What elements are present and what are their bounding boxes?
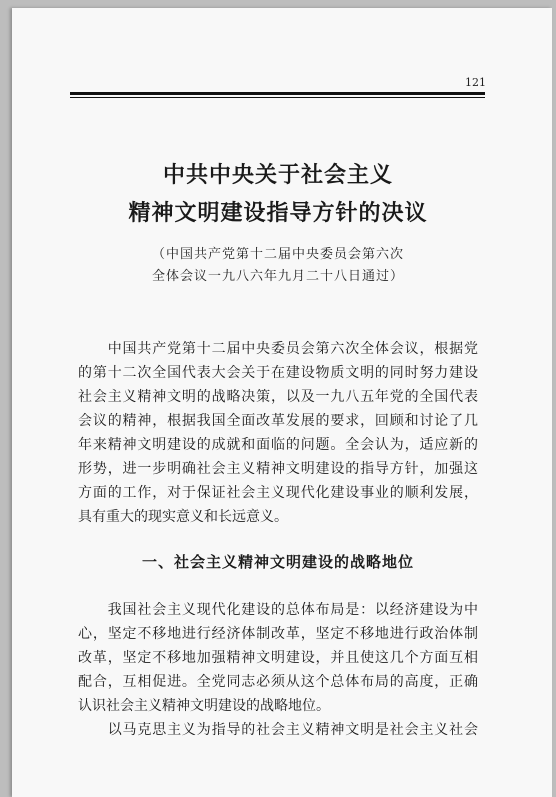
paragraph-line: 以马克思主义为指导的社会主义精神文明是社会主义社会 — [78, 722, 478, 738]
paragraph-line: 会议的精神，根据我国全面改革发展的要求，回顾和讨论了几 — [78, 413, 478, 429]
document-subtitle-line2: 全体会议一九八六年九月二十八日通过） — [151, 269, 404, 284]
paragraph-line: 我国社会主义现代化建设的总体布局是：以经济建设为中 — [78, 602, 478, 618]
paragraph-line: 具有重大的现实意义和长远意义。 — [78, 509, 288, 525]
document-subtitle-line1: （中国共产党第十二届中央委员会第六次 — [151, 247, 404, 262]
document-title-line2: 精神文明建设指导方针的决议 — [128, 201, 428, 226]
header-rule-thick — [70, 92, 485, 95]
section-heading: 一、社会主义精神文明建设的战略地位 — [141, 553, 414, 571]
document-title-line1: 中共中央关于社会主义 — [162, 163, 393, 188]
paragraph-line: 社会主义精神文明的战略决策，以及一九八五年党的全国代表 — [78, 389, 478, 405]
paragraph-line: 年来精神文明建设的成就和面临的问题。全会认为，适应新的 — [78, 437, 478, 453]
page-number: 121 — [465, 76, 486, 89]
paragraph-line: 心，坚定不移地进行经济体制改革，坚定不移地进行政治体制 — [78, 626, 478, 642]
header-rule-thin — [70, 97, 485, 98]
paragraph-line: 配合，互相促进。全党同志必须从这个总体布局的高度，正确 — [78, 674, 478, 690]
paragraph-line: 中国共产党第十二届中央委员会第六次全体会议，根据党 — [78, 341, 478, 357]
paragraph-marxism — [78, 718, 478, 742]
paragraph-line: 方面的工作，对于保证社会主义现代化建设事业的顺利发展， — [78, 485, 478, 501]
paragraph-intro — [78, 337, 478, 529]
paragraph-line: 认识社会主义精神文明建设的战略地位。 — [78, 698, 330, 714]
paragraph-line: 的第十二次全国代表大会关于在建设物质文明的同时努力建设 — [78, 365, 478, 381]
paragraph-line: 改革，坚定不移地加强精神文明建设，并且使这几个方面互相 — [78, 650, 478, 666]
paragraph-layout — [78, 598, 478, 718]
paragraph-line: 形势，进一步明确社会主义精神文明建设的指导方针，加强这 — [78, 461, 478, 477]
